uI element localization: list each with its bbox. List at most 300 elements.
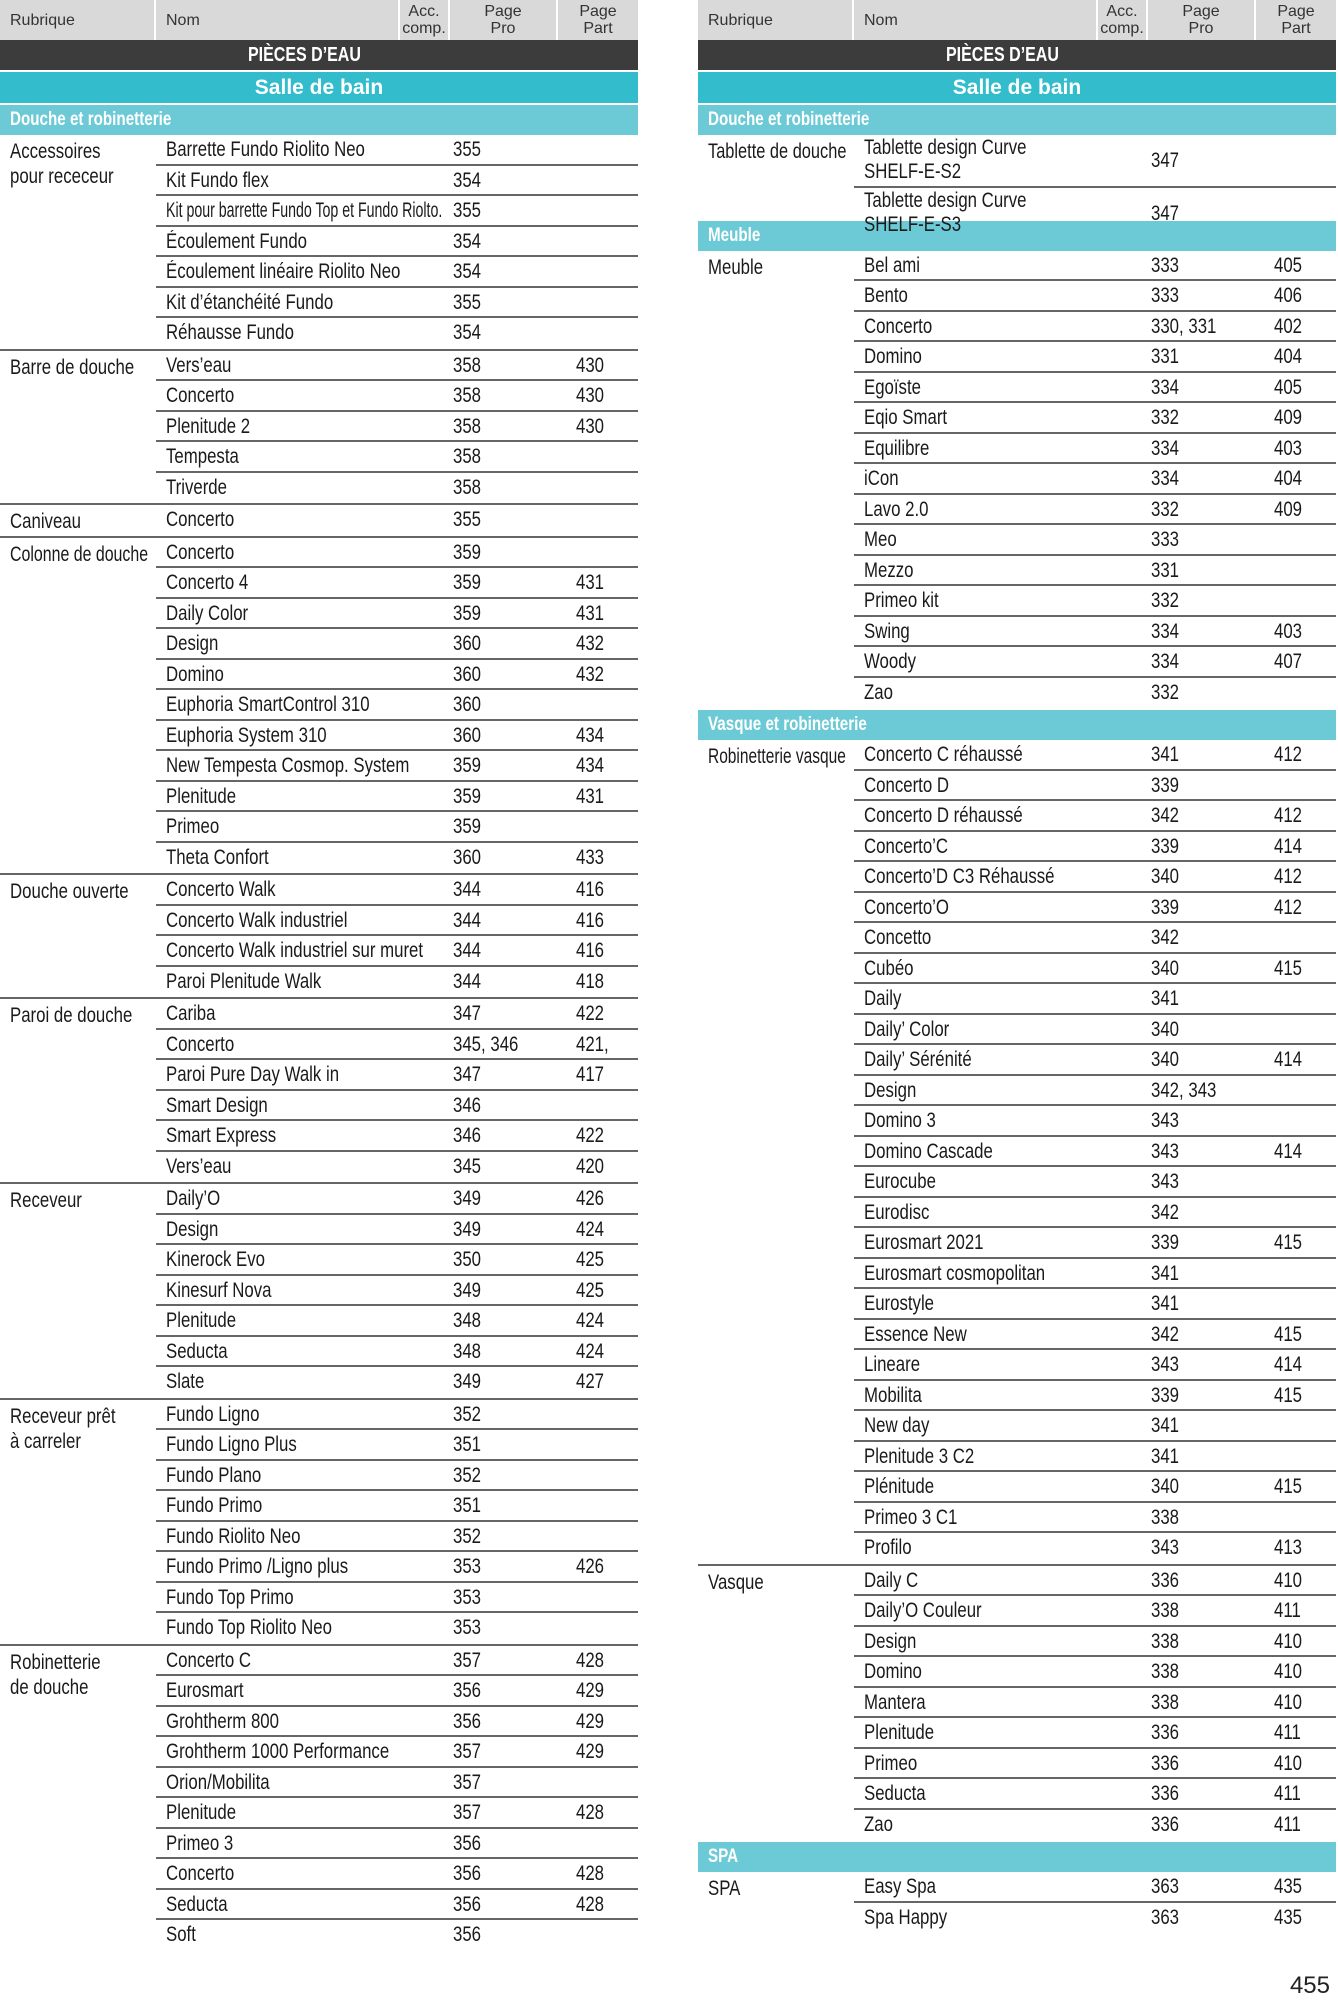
product-name: Tempesta xyxy=(166,445,239,468)
product-name: Fundo Ligno Plus xyxy=(166,1433,297,1456)
product-name: Grohtherm 1000 Performance xyxy=(166,1740,390,1763)
section-header xyxy=(698,1840,1336,1872)
product-name: Eurosmart 2021 xyxy=(864,1231,984,1254)
table-row xyxy=(156,1030,638,1061)
page-part: 428 xyxy=(576,1892,605,1916)
table-row xyxy=(156,1152,638,1183)
product-name: Kit pour barrette Fundo Top et Fundo Riolto. xyxy=(166,199,443,222)
page-part: 405 xyxy=(1274,253,1303,277)
product-name: Primeo 3 C1 xyxy=(864,1505,958,1529)
page-pro: 355 xyxy=(453,199,482,222)
page-part: 432 xyxy=(576,632,605,655)
page-part: 415 xyxy=(1274,1231,1303,1254)
table-row xyxy=(854,525,1336,556)
table-row xyxy=(156,1890,638,1921)
table-row xyxy=(156,1613,638,1644)
page-pro: 360 xyxy=(453,693,482,716)
table-row xyxy=(156,967,638,998)
table-row xyxy=(156,1798,638,1829)
page-part: 422 xyxy=(576,1124,605,1147)
page-pro: 342 xyxy=(1151,804,1180,827)
column-header-acc: Acc. comp. xyxy=(1098,0,1148,40)
table-row xyxy=(854,1472,1336,1503)
page-part: 412 xyxy=(1274,895,1303,919)
table-row xyxy=(156,568,638,599)
page-pro: 352 xyxy=(453,1402,482,1426)
page-pro: 341 xyxy=(1151,1292,1180,1315)
product-name: Plenitude xyxy=(166,784,237,808)
rubrique-label xyxy=(10,879,150,904)
table-row xyxy=(854,312,1336,343)
table-row xyxy=(156,721,638,752)
product-name: Concerto Walk industriel xyxy=(166,908,348,932)
column-header-rubrique: Rubrique xyxy=(0,0,156,40)
rubrique-label xyxy=(10,1003,150,1028)
table-row xyxy=(854,1749,1336,1780)
page-number: 455 xyxy=(1289,1972,1330,1999)
rubrique-group xyxy=(0,349,638,504)
rubrique-label xyxy=(708,744,848,769)
product-name: Eurodisc xyxy=(864,1200,930,1224)
product-name: Plenitude xyxy=(166,1801,237,1824)
product-name: Equilibre xyxy=(864,436,930,460)
page-part: 430 xyxy=(576,384,605,407)
table-row xyxy=(854,1106,1336,1137)
page-pro: 342, 343 xyxy=(1151,1078,1217,1102)
table-row xyxy=(156,1461,638,1492)
product-name: Concerto xyxy=(166,1862,235,1885)
page-part: 433 xyxy=(576,845,605,869)
table-row xyxy=(854,893,1336,924)
product-name: Paroi Pure Day Walk in xyxy=(166,1063,340,1086)
page-pro: 343 xyxy=(1151,1353,1180,1376)
table-row xyxy=(156,412,638,443)
product-name: Kinerock Evo xyxy=(166,1248,265,1271)
product-name: Concerto’D C3 Réhaussé xyxy=(864,865,1055,888)
page-pro: 355 xyxy=(453,290,482,314)
page-part: 428 xyxy=(576,1862,605,1885)
page-pro: 358 xyxy=(453,445,482,468)
product-name: Domino xyxy=(166,662,224,686)
page-pro: 354 xyxy=(453,321,482,344)
product-name: Concerto Walk industriel sur muret xyxy=(166,939,424,962)
table-row xyxy=(156,1367,638,1398)
page-pro: 340 xyxy=(1151,1048,1180,1071)
page-pro: 359 xyxy=(453,601,482,625)
table-row xyxy=(156,135,638,166)
product-name: Zao xyxy=(864,1812,893,1836)
page-pro: 342 xyxy=(1151,926,1180,949)
page-pro: 336 xyxy=(1151,1812,1180,1836)
rubrique-label-text: Caniveau xyxy=(10,510,81,533)
product-name: Concerto’O xyxy=(864,895,949,919)
table-row xyxy=(156,1430,638,1461)
product-name: Vers’eau xyxy=(166,353,232,377)
page-pro: 338 xyxy=(1151,1599,1180,1622)
table-row xyxy=(156,751,638,782)
product-name: Daily’O xyxy=(166,1187,221,1210)
column-header-part: Page Part xyxy=(579,3,617,37)
product-name: Seducta xyxy=(166,1892,228,1916)
page-part: 427 xyxy=(576,1370,605,1393)
product-name: New Tempesta Cosmop. System xyxy=(166,754,410,777)
page-part: 411 xyxy=(1274,1721,1301,1744)
page-part: 417 xyxy=(576,1063,605,1086)
page-part: 429 xyxy=(576,1709,605,1733)
table-row xyxy=(156,629,638,660)
table-row xyxy=(156,227,638,258)
section-header xyxy=(698,708,1336,740)
table-row xyxy=(156,1060,638,1091)
rubrique-label xyxy=(10,1650,150,1700)
page-pro: 346 xyxy=(453,1124,482,1147)
page-part: 424 xyxy=(576,1339,605,1363)
page-pro: 344 xyxy=(453,908,482,932)
product-name: Fundo Plano xyxy=(166,1463,262,1487)
page-pro: 360 xyxy=(453,632,482,655)
product-name: Euphoria SmartControl 310 xyxy=(166,693,370,716)
page-pro: 336 xyxy=(1151,1568,1180,1592)
page-part: 416 xyxy=(576,939,605,962)
table-row xyxy=(156,936,638,967)
section-header-text: Douche et robinetterie xyxy=(10,109,172,130)
page-pro: 341 xyxy=(1151,987,1180,1010)
table-row xyxy=(854,1320,1336,1351)
page-part: 410 xyxy=(1274,1660,1303,1683)
page-pro: 353 xyxy=(453,1616,482,1639)
rubrique-label xyxy=(10,509,150,534)
table-row xyxy=(854,984,1336,1015)
table-row xyxy=(854,495,1336,526)
table-row xyxy=(156,505,638,536)
page-part: 415 xyxy=(1274,1383,1303,1407)
rubrique-group xyxy=(698,1564,1336,1841)
product-name: Eqio Smart xyxy=(864,406,948,429)
page-part: 434 xyxy=(576,754,605,777)
page-part: 429 xyxy=(576,1740,605,1763)
product-name: Zao xyxy=(864,680,893,704)
product-name: Egoïste xyxy=(864,375,921,399)
table-row xyxy=(156,166,638,197)
table-row xyxy=(156,442,638,473)
page-pro: 349 xyxy=(453,1370,482,1393)
page-pro: 339 xyxy=(1151,895,1180,919)
product-name: Soft xyxy=(166,1923,196,1946)
index-table-right xyxy=(698,0,1336,1933)
table-row xyxy=(156,288,638,319)
page-part: 431 xyxy=(576,601,605,625)
page-part: 411 xyxy=(1274,1812,1301,1836)
page-part: 416 xyxy=(576,878,605,901)
page-pro: 334 xyxy=(1151,650,1180,673)
table-row xyxy=(854,1566,1336,1597)
page-pro: 333 xyxy=(1151,253,1180,277)
page-part: 418 xyxy=(576,969,605,993)
page-pro: 332 xyxy=(1151,406,1180,429)
table-row xyxy=(156,1184,638,1215)
table-row xyxy=(854,1688,1336,1719)
product-name: Lineare xyxy=(864,1353,921,1376)
product-name: Kinesurf Nova xyxy=(166,1278,272,1302)
page-pro: 353 xyxy=(453,1585,482,1609)
rubrique-group xyxy=(0,503,638,536)
table-row xyxy=(854,771,1336,802)
product-name: New day xyxy=(864,1414,930,1437)
page-pro: 360 xyxy=(453,723,482,747)
page-part: 430 xyxy=(576,414,605,438)
table-row xyxy=(156,1522,638,1553)
page-pro: 348 xyxy=(453,1309,482,1332)
product-name: Spa Happy xyxy=(864,1905,948,1929)
product-name: Domino 3 xyxy=(864,1109,936,1132)
product-name: Bento xyxy=(864,284,908,307)
table-row xyxy=(156,1707,638,1738)
page-pro: 347 xyxy=(453,1063,482,1086)
page-pro: 339 xyxy=(1151,773,1180,797)
product-name: Concerto 4 xyxy=(166,571,249,594)
page-part: 411 xyxy=(1274,1599,1301,1622)
product-name: Écoulement Fundo xyxy=(166,229,308,253)
product-name: Plénitude xyxy=(864,1475,935,1498)
product-name: Plenitude 2 xyxy=(166,414,251,438)
page-pro: 353 xyxy=(453,1555,482,1578)
table-row xyxy=(156,1215,638,1246)
page-pro: 332 xyxy=(1151,497,1180,521)
table-row xyxy=(156,1676,638,1707)
table-row xyxy=(854,434,1336,465)
product-name: Fundo Riolito Neo xyxy=(166,1524,301,1548)
table-row xyxy=(854,135,1336,188)
page-pro: 341 xyxy=(1151,1444,1180,1468)
rubrique-label-text: Accessoires pour receceur xyxy=(10,140,114,188)
page-part: 414 xyxy=(1274,1139,1303,1163)
table-row xyxy=(854,1657,1336,1688)
page-pro: 330, 331 xyxy=(1151,314,1217,338)
page-part: 403 xyxy=(1274,436,1303,460)
product-name: Easy Spa xyxy=(864,1875,936,1898)
page-part: 406 xyxy=(1274,284,1303,307)
page-pro: 344 xyxy=(453,878,482,901)
table-row xyxy=(156,906,638,937)
product-name: Daily C xyxy=(864,1568,919,1592)
column-header-acc: Acc. comp. xyxy=(400,0,450,40)
product-name: Concerto xyxy=(166,384,235,407)
product-name: Concerto D xyxy=(864,773,949,797)
rubrique-label xyxy=(708,255,848,280)
page-pro: 354 xyxy=(453,229,482,253)
page-part: 412 xyxy=(1274,743,1303,766)
rubrique-label-text: Meuble xyxy=(708,255,764,279)
page-part: 424 xyxy=(576,1309,605,1332)
page-pro: 356 xyxy=(453,1923,482,1946)
product-name: Domino Cascade xyxy=(864,1139,993,1163)
rubrique-label-text: Colonne de douche xyxy=(10,542,149,566)
table-header xyxy=(698,0,1336,40)
table-row xyxy=(854,1076,1336,1107)
table-row xyxy=(156,1583,638,1614)
rubrique-group xyxy=(0,873,638,997)
table-row xyxy=(156,690,638,721)
table-row xyxy=(156,473,638,504)
page-part: 430 xyxy=(576,353,605,377)
table-row xyxy=(854,1015,1336,1046)
product-name: Concerto xyxy=(166,1032,235,1056)
page-part: 410 xyxy=(1274,1629,1303,1653)
product-name: Orion/Mobilita xyxy=(166,1770,270,1794)
product-name: Design xyxy=(864,1629,917,1653)
rubrique-group xyxy=(0,135,638,349)
page-part: 412 xyxy=(1274,865,1303,888)
page-pro: 359 xyxy=(453,754,482,777)
product-name: Daily’ Color xyxy=(864,1017,950,1041)
rubrique-label xyxy=(10,1404,150,1454)
page-pro: 348 xyxy=(453,1339,482,1363)
product-name: Triverde xyxy=(166,475,227,499)
page-part: 404 xyxy=(1274,345,1303,368)
page-part: 407 xyxy=(1274,650,1303,673)
table-row xyxy=(156,1337,638,1368)
table-row xyxy=(156,1091,638,1122)
product-name: Primeo 3 xyxy=(166,1831,234,1855)
product-name: Mantera xyxy=(864,1690,926,1714)
product-name: Daily xyxy=(864,987,902,1010)
page-pro: 338 xyxy=(1151,1505,1180,1529)
page-pro: 332 xyxy=(1151,589,1180,612)
page-pro: 331 xyxy=(1151,558,1180,582)
table-row xyxy=(854,617,1336,648)
rubrique-label xyxy=(10,1188,150,1213)
page-pro: 332 xyxy=(1151,680,1180,704)
page-pro: 338 xyxy=(1151,1690,1180,1714)
page-pro: 333 xyxy=(1151,528,1180,551)
product-name: Daily’ Sérénité xyxy=(864,1048,972,1071)
table-row xyxy=(156,351,638,382)
table-row xyxy=(156,318,638,349)
page-pro: 334 xyxy=(1151,375,1180,399)
page-pro: 358 xyxy=(453,414,482,438)
page-part: 405 xyxy=(1274,375,1303,399)
product-name: Fundo Top Primo xyxy=(166,1585,294,1609)
table-row xyxy=(854,1810,1336,1841)
page-pro: 349 xyxy=(453,1278,482,1302)
column-header-nom: Nom xyxy=(854,0,1098,40)
page-pro: 363 xyxy=(1151,1875,1180,1898)
page-pro: 356 xyxy=(453,1862,482,1885)
page-pro: 347 xyxy=(1151,149,1180,172)
table-row xyxy=(156,257,638,288)
product-name: Daily’O Couleur xyxy=(864,1599,982,1622)
table-row xyxy=(156,599,638,630)
section-header-text: SPA xyxy=(708,1846,739,1867)
page-pro: 336 xyxy=(1151,1751,1180,1775)
page-part: 413 xyxy=(1274,1536,1303,1559)
column-header-nom: Nom xyxy=(156,0,400,40)
table-row xyxy=(156,1646,638,1677)
rubrique-label-text: Douche ouverte xyxy=(10,880,129,903)
page-part: 409 xyxy=(1274,406,1303,429)
product-name: Fundo Top Riolito Neo xyxy=(166,1616,332,1639)
product-name: Fundo Primo xyxy=(166,1494,263,1517)
page-pro: 352 xyxy=(453,1463,482,1487)
product-name: Eurosmart xyxy=(166,1679,244,1702)
product-name: Concerto C réhaussé xyxy=(864,743,1023,766)
table-row xyxy=(156,843,638,874)
page-pro: 341 xyxy=(1151,743,1180,766)
page-pro: 334 xyxy=(1151,436,1180,460)
page-part: 435 xyxy=(1274,1905,1303,1929)
page-part: 428 xyxy=(576,1801,605,1824)
page-pro: 363 xyxy=(1151,1905,1180,1929)
product-name: Primeo kit xyxy=(864,589,939,612)
column-header-pro: Page Pro xyxy=(1148,0,1256,40)
page-pro: 360 xyxy=(453,845,482,869)
page-part: 404 xyxy=(1274,467,1303,490)
page-pro: 360 xyxy=(453,662,482,686)
product-name: Concerto D réhaussé xyxy=(864,804,1023,827)
product-name: Eurostyle xyxy=(864,1292,935,1315)
table-row xyxy=(156,1491,638,1522)
page-part: 411 xyxy=(1274,1782,1301,1805)
product-name: iCon xyxy=(864,467,899,490)
product-name: Mezzo xyxy=(864,558,914,582)
page-pro: 345 xyxy=(453,1154,482,1178)
index-table-left xyxy=(0,0,638,1951)
table-row xyxy=(854,832,1336,863)
page-pro: 341 xyxy=(1151,1414,1180,1437)
page-part: 415 xyxy=(1274,1322,1303,1346)
category-title xyxy=(0,40,638,70)
page-pro: 359 xyxy=(453,784,482,808)
table-row xyxy=(156,1121,638,1152)
table-row xyxy=(156,999,638,1030)
page-part: 421, xyxy=(576,1032,609,1056)
table-row xyxy=(156,1552,638,1583)
product-name: Bel ami xyxy=(864,253,921,277)
page-pro: 356 xyxy=(453,1892,482,1916)
page-pro: 338 xyxy=(1151,1660,1180,1683)
page-part: 431 xyxy=(576,571,605,594)
rubrique-label xyxy=(708,139,848,164)
table-row xyxy=(156,660,638,691)
table-row xyxy=(156,196,638,227)
page-pro: 357 xyxy=(453,1801,482,1824)
table-row xyxy=(156,1400,638,1431)
product-name: Profilo xyxy=(864,1536,912,1559)
page-pro: 356 xyxy=(453,1709,482,1733)
product-name: Mobilita xyxy=(864,1383,922,1407)
rubrique-label xyxy=(708,1570,848,1595)
table-row xyxy=(854,1596,1336,1627)
product-name: Grohtherm 800 xyxy=(166,1709,279,1733)
page-pro: 355 xyxy=(453,508,482,531)
rubrique-group xyxy=(0,1182,638,1398)
page-pro: 343 xyxy=(1151,1139,1180,1163)
page-pro: 352 xyxy=(453,1524,482,1548)
page-pro: 340 xyxy=(1151,956,1180,980)
page-pro: 357 xyxy=(453,1770,482,1794)
rubrique-group xyxy=(698,1872,1336,1933)
subcategory-title: Salle de bain xyxy=(698,70,1336,103)
product-name: Seducta xyxy=(166,1339,228,1363)
rubrique-label-text: Robinetterie de douche xyxy=(10,1650,101,1699)
table-row xyxy=(854,1381,1336,1412)
page-pro: 344 xyxy=(453,939,482,962)
product-name: Concerto xyxy=(166,508,235,531)
page-part: 409 xyxy=(1274,497,1303,521)
table-row xyxy=(854,1259,1336,1290)
table-row xyxy=(854,1228,1336,1259)
product-name: Design xyxy=(864,1078,917,1102)
